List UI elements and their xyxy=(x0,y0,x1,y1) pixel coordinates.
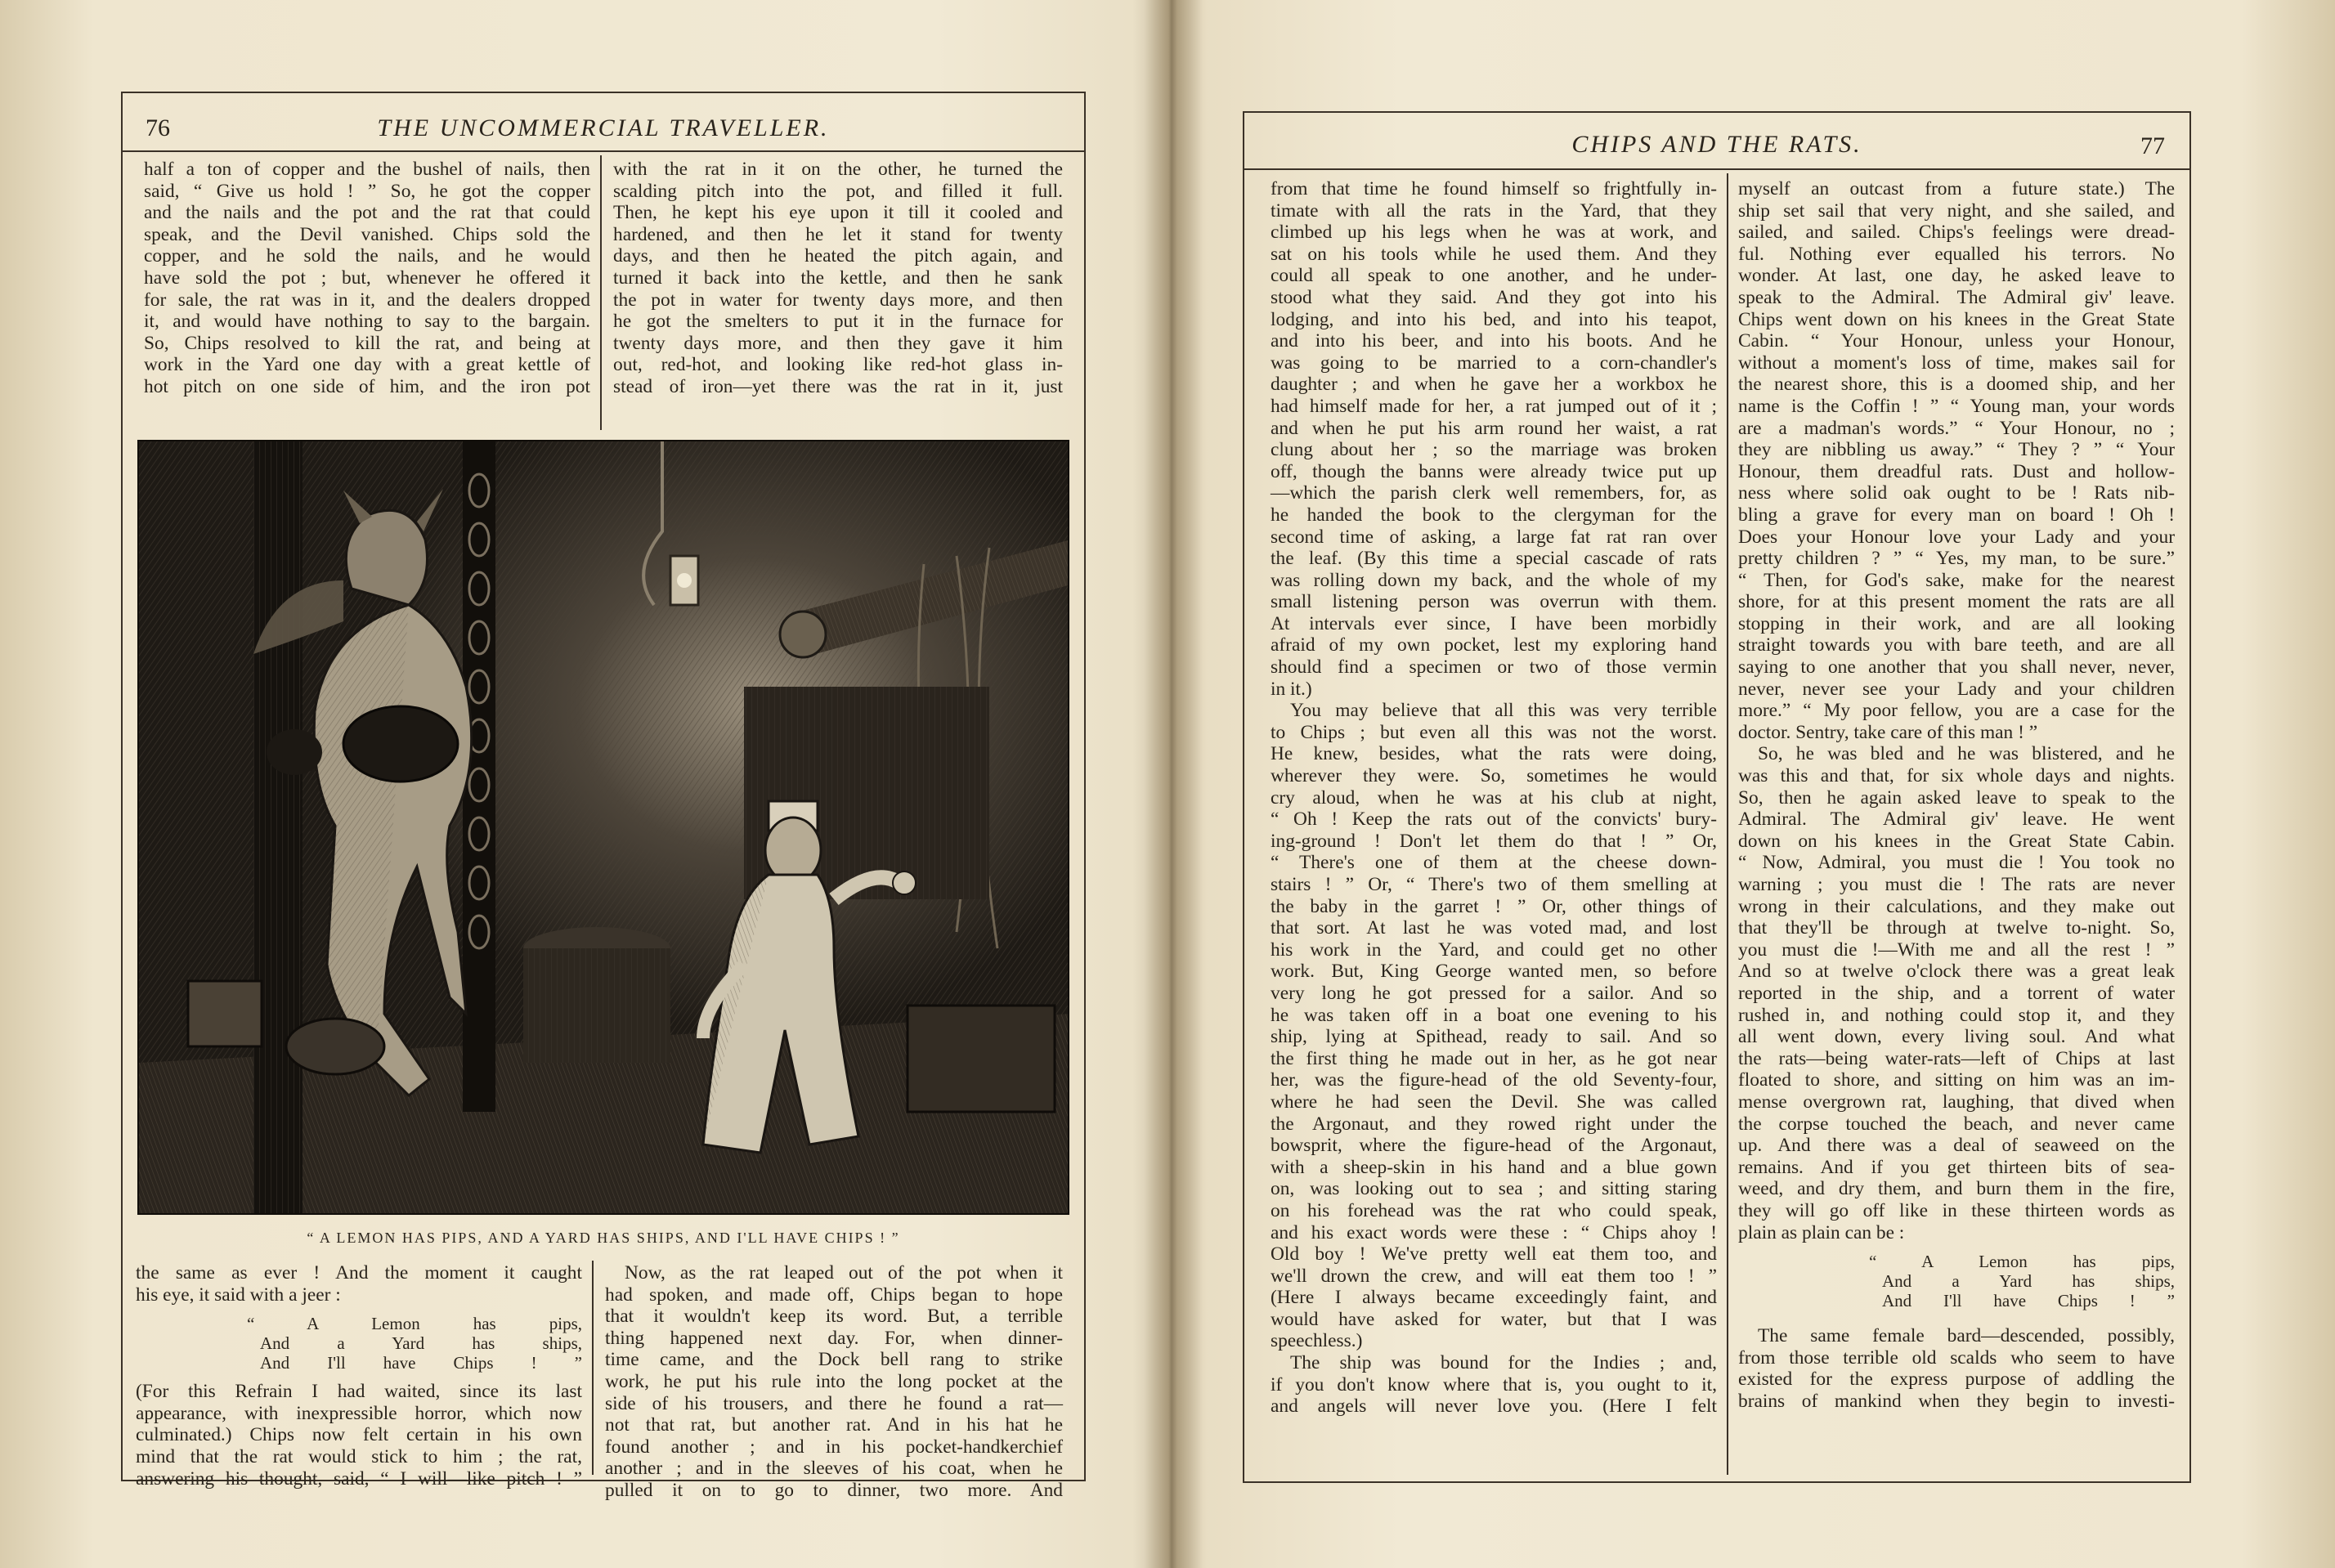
text-line: stood what they said. And they got into his xyxy=(1271,286,1717,308)
verse-line: And a Yard has ships, xyxy=(260,1333,582,1354)
text-line: from that time he found himself so frightfully in- xyxy=(1271,178,1717,199)
text-line: that they'll be through at twelve to-night. So, xyxy=(1738,917,2175,939)
text-line: ful. Nothing ever equalled his terrors. No xyxy=(1738,243,2175,265)
text-line: he handed the book to the clergyman for the xyxy=(1271,504,1717,526)
text-line: and the nails and the pot and the rat that could xyxy=(144,202,590,224)
text-line: and when he put his arm round her waist, a rat xyxy=(1271,417,1717,439)
text-line: wherever they were. So, sometimes he would xyxy=(1271,765,1717,787)
text-line: The same female bard—descended, possibly, xyxy=(1758,1325,2175,1347)
text-line: plain as plain can be : xyxy=(1738,1221,1905,1243)
text-line: could all speak to one another, and he under- xyxy=(1271,265,1717,287)
text-line: small listening person was overrun with them. xyxy=(1271,591,1717,613)
text-line: you must die !—With me and all the rest ! ” xyxy=(1738,939,2175,961)
text-line: days, and then he heated the pitch again, and xyxy=(613,245,1063,267)
text-line: stopping in their work, and are all looking xyxy=(1738,612,2175,634)
text-line: half a ton of copper and the bushel of nails, then xyxy=(144,159,590,180)
text-line: was this and that, for six whole days and nights. xyxy=(1738,765,2175,787)
text-line: never, never see your Lady and your children xyxy=(1738,678,2175,700)
text-line: the same as ever ! And the moment it caught xyxy=(136,1262,582,1284)
text-line: that it wouldn't keep its word. But, a terrible xyxy=(605,1306,1063,1328)
text-line: You may believe that all this was very terrible xyxy=(1290,700,1717,722)
text-line: that sort. At last he was voted mad, and lost xyxy=(1271,917,1717,939)
text-line: the Argonaut, and they rowed right under the xyxy=(1271,1113,1717,1135)
text-line: turned it back into the kettle, and then he sank xyxy=(613,267,1063,289)
text-column-left-top xyxy=(144,159,590,398)
verse-line: “ A Lemon has pips, xyxy=(1869,1252,2175,1272)
text-line: floated to shore, and sitting on him was an im- xyxy=(1738,1069,2175,1091)
text-line: hot pitch on one side of him, and the iron pot xyxy=(144,375,590,397)
text-line: out, red-hot, and looking like red-hot glass in- xyxy=(613,354,1063,376)
text-line: Admiral. The Admiral giv' leave. He went xyxy=(1738,809,2175,831)
text-line: off, though the banns were already twice put up xyxy=(1271,460,1717,482)
spacer xyxy=(1738,1319,2175,1325)
illustration-caption: “ A LEMON HAS PIPS, AND A YARD HAS SHIPS, AND I'LL HAVE CHIPS ! ” xyxy=(307,1230,900,1246)
text-line: The ship was bound for the Indies ; and, xyxy=(1290,1352,1717,1374)
text-column-right xyxy=(1738,178,2175,1412)
text-line: side of his trousers, and there he found a rat— xyxy=(605,1392,1063,1414)
text-line: remains. And if you get thirteen bits of sea- xyxy=(1738,1156,2175,1178)
text-line: At intervals ever since, I have been morbidly xyxy=(1271,612,1717,634)
text-line: So, then he again asked leave to speak to the xyxy=(1738,786,2175,809)
text-line: on, was looking out to sea ; and sitting staring xyxy=(1271,1178,1717,1200)
text-line: stairs ! ” Or, “ There's two of them smelling at xyxy=(1271,874,1717,895)
text-line: twenty days more, and then they gave it him xyxy=(613,332,1063,354)
text-line: name is the Coffin ! ” “ Young man, your words xyxy=(1738,395,2175,417)
text-line: would have asked for water, but that I was xyxy=(1271,1308,1717,1330)
text-line: the rats—being water-rats—left of Chips at last xyxy=(1738,1047,2175,1069)
text-line: ship set sail that very night, and she sailed, and xyxy=(1738,199,2175,222)
text-line: “ Then, for God's sake, make for the nearest xyxy=(1738,569,2175,591)
text-line: with a sheep-skin in his hand and a blue gown xyxy=(1271,1156,1717,1178)
text-line: And so at twelve o'clock there was a great leak xyxy=(1738,961,2175,983)
text-line: existed for the express purpose of addling the xyxy=(1738,1369,2175,1391)
text-line: copper, and he sold the nails, and he would xyxy=(144,245,590,267)
text-line: bling a grave for every man on board ! Oh ! xyxy=(1738,504,2175,526)
text-line: the leaf. (By this time a special cascade of rats xyxy=(1271,548,1717,570)
text-line: and into his beer, and into his boots. And he xyxy=(1271,330,1717,352)
text-line: work, he put his rule into the long pocket at the xyxy=(605,1370,1063,1392)
text-line: (For this Refrain I had waited, since its last xyxy=(136,1381,582,1403)
text-line: He knew, besides, what the rats were doing, xyxy=(1271,743,1717,765)
text-line: he was taken off in a boat one evening to his xyxy=(1271,1004,1717,1026)
text-line: and his exact words were these : “ Chips ahoy ! xyxy=(1271,1221,1717,1243)
text-line: the pot in water for twenty days more, and then xyxy=(613,289,1063,311)
text-line: Now, as the rat leaped out of the pot when it xyxy=(625,1262,1063,1284)
page-number: 76 xyxy=(146,114,170,141)
text-line: wrong in their calculations, and they make out xyxy=(1738,895,2175,917)
text-line: reported in the ship, and a torrent of water xyxy=(1738,982,2175,1004)
text-line: and angels will never love you. (Here I felt xyxy=(1271,1396,1717,1418)
text-line: appearance, with inexpressible horror, which now xyxy=(136,1402,582,1424)
text-line: lodging, and into his bed, and into his teapot, xyxy=(1271,308,1717,330)
text-line: —which the parish clerk well remembers, for, as xyxy=(1271,482,1717,504)
text-line: have sold the pot ; but, whenever he offered it xyxy=(144,267,590,289)
text-line: was going to be married to a corn-chandler's xyxy=(1271,352,1717,374)
text-line: are a madman's words.” “ Your Honour, no ; xyxy=(1738,417,2175,439)
column-rule xyxy=(592,1261,594,1475)
text-line: Then, he kept his eye upon it till it cooled and xyxy=(613,202,1063,224)
text-line: Cabin. “ Your Honour, unless your Honour, xyxy=(1738,330,2175,352)
header-rule xyxy=(1243,168,2191,170)
text-line: should find a specimen or two of those vermin xyxy=(1271,656,1717,679)
text-line: more.” “ My poor fellow, you are a case for the xyxy=(1738,700,2175,722)
page-number: 77 xyxy=(2140,132,2165,159)
text-line: clung about her ; so the marriage was broken xyxy=(1271,439,1717,461)
text-line: was rolling down my back, and the whole of my xyxy=(1271,569,1717,591)
running-head: THE UNCOMMERCIAL TRAVELLER. xyxy=(377,114,830,141)
text-line: said, “ Give us hold ! ” So, he got the copper xyxy=(144,180,590,202)
text-line: they will go off like in these thirteen words as xyxy=(1738,1199,2175,1221)
column-rule xyxy=(600,155,602,430)
text-line: not that rat, but another rat. And in his hat he xyxy=(605,1414,1063,1436)
text-line: work. But, King George wanted men, so before xyxy=(1271,961,1717,983)
text-line: speak to the Admiral. The Admiral giv' leave. xyxy=(1738,286,2175,308)
text-line: cry aloud, when he was at his club at night, xyxy=(1271,786,1717,809)
text-line: his work in the Yard, and could get no other xyxy=(1271,939,1717,961)
text-line: Honour, them dreadful rats. Dust and hollow- xyxy=(1738,460,2175,482)
text-line: to Chips ; but even all this was not the worst. xyxy=(1271,721,1717,743)
text-line: weed, and dry them, and burn them in the fire, xyxy=(1738,1178,2175,1200)
text-line: sat on his tools while he used them. And they xyxy=(1271,243,1717,265)
text-line: for sale, the rat was in it, and the dealers dropped xyxy=(144,289,590,311)
left-page xyxy=(121,92,1086,1501)
text-line: stead of iron—yet there was the rat in it, just xyxy=(613,375,1063,397)
text-line: without a moment's loss of time, makes sail for xyxy=(1738,352,2175,374)
text-line: rushed in, and nothing could stop it, and they xyxy=(1738,1004,2175,1026)
text-line: the corpse touched the beach, and never came xyxy=(1738,1113,2175,1135)
text-line: (Here I always became exceedingly faint, and xyxy=(1271,1287,1717,1309)
text-line: daughter ; and when he gave her a workbox he xyxy=(1271,374,1717,396)
text-line: “ Oh ! Keep the rats out of the convicts' bury- xyxy=(1271,809,1717,831)
text-line: answering his thought, said, “ I will—like pitch ! ” xyxy=(136,1467,582,1490)
text-line: straight towards you with bare teeth, and are all xyxy=(1738,634,2175,656)
text-line: all went down, every living soul. And what xyxy=(1738,1026,2175,1048)
text-line: with the rat in it on the other, he turned the xyxy=(613,159,1063,180)
text-line: thing happened next day. For, when dinner- xyxy=(605,1327,1063,1349)
text-line: found another ; and in his pocket-handkerchief xyxy=(605,1436,1063,1458)
text-line: pulled it on to go to dinner, two more. And xyxy=(605,1479,1063,1501)
text-line: culminated.) Chips now felt certain in his own xyxy=(136,1424,582,1446)
text-line: another ; and in the sleeves of his coat, when he xyxy=(605,1458,1063,1480)
engraving-illustration xyxy=(137,440,1069,1215)
text-line: Old boy ! We've pretty well eat them too, and xyxy=(1271,1243,1717,1266)
text-line: wonder. At last, one day, he asked leave to xyxy=(1738,265,2175,287)
text-line: had himself made for her, a rat jumped out of it ; xyxy=(1271,395,1717,417)
text-line: hardened, and then he let it stand for twenty xyxy=(613,223,1063,245)
text-line: it, and would have nothing to say to the bargain. xyxy=(144,311,590,333)
text-line: shore, for at this present moment the rats are all xyxy=(1738,591,2175,613)
text-line: speechless.) xyxy=(1271,1330,1363,1352)
text-line: doctor. Sentry, take care of this man ! ” xyxy=(1738,721,2038,743)
text-line: in it.) xyxy=(1271,678,1312,700)
text-line: Chips went down on his knees in the Great State xyxy=(1738,308,2175,330)
text-line: speak, and the Devil vanished. Chips sold the xyxy=(144,223,590,245)
text-line: So, Chips resolved to kill the rat, and being at xyxy=(144,332,590,354)
text-line: scalding pitch into the pot, and filled it full. xyxy=(613,180,1063,202)
text-line: mind that the rat would stick to him ; the rat, xyxy=(136,1445,582,1467)
text-line: bowsprit, where the figure-head of the Argonaut, xyxy=(1271,1135,1717,1157)
text-line: on his forehead was the rat who could speak, xyxy=(1271,1199,1717,1221)
text-line: ness where solid oak ought to be ! Rats nib- xyxy=(1738,482,2175,504)
text-line: they are nibbling us away.” “ They ? ” “ Your xyxy=(1738,439,2175,461)
text-line: the baby in the garret ! ” Or, other things of xyxy=(1271,895,1717,917)
text-line: ship, lying at Spithead, ready to sail. And so xyxy=(1271,1026,1717,1048)
text-line: work in the Yard one day with a great kettle of xyxy=(144,354,590,376)
right-page xyxy=(1243,111,2191,1483)
verse-block xyxy=(247,1314,582,1373)
text-line: from those terrible old scalds who seem to have xyxy=(1738,1346,2175,1369)
text-column-right-bottom xyxy=(605,1262,1063,1502)
text-line: brains of mankind when they begin to investi- xyxy=(1738,1390,2175,1412)
column-rule xyxy=(1727,173,1728,1475)
text-line: “ There's one of them at the cheese down- xyxy=(1271,852,1717,874)
text-line: So, he was bled and he was blistered, and he xyxy=(1758,743,2175,765)
text-line: up. And there was a deal of seaweed on the xyxy=(1738,1135,2175,1157)
text-line: we'll drown the crew, and will eat them too ! ” xyxy=(1271,1265,1717,1287)
text-line: second time of asking, a large fat rat ran over xyxy=(1271,526,1717,548)
header-rule xyxy=(121,150,1086,152)
text-line: where he had seen the Devil. She was called xyxy=(1271,1091,1717,1113)
text-line: the first thing he made out in her, as he got near xyxy=(1271,1047,1717,1069)
book-gutter xyxy=(1133,0,1207,1568)
running-head: CHIPS AND THE RATS. xyxy=(1571,131,1862,158)
text-line: Does your Honour love your Lady and your xyxy=(1738,526,2175,548)
text-line: afraid of my own pocket, lest my exploring hand xyxy=(1271,634,1717,656)
text-column-left-bottom xyxy=(136,1262,582,1490)
text-line: had spoken, and made off, Chips began to hope xyxy=(605,1284,1063,1306)
text-column-left xyxy=(1271,178,1717,1418)
text-line: if you don't know where that is, you ought to it, xyxy=(1271,1373,1717,1396)
text-line: his eye, it said with a jeer : xyxy=(136,1284,341,1306)
text-line: pretty children ? ” “ Yes, my man, to be sure.” xyxy=(1738,548,2175,570)
text-line: her, was the figure-head of the old Seventy-four, xyxy=(1271,1069,1717,1091)
text-line: down on his knees in the Great State Cabin. xyxy=(1738,830,2175,852)
text-line: sailed, and sailed. Chips's feelings were dread- xyxy=(1738,222,2175,244)
verse-line: And I'll have Chips ! ” xyxy=(1882,1291,2175,1311)
text-line: timate with all the rats in the Yard, that they xyxy=(1271,199,1717,222)
text-line: very long he got pressed for a sailor. And so xyxy=(1271,982,1717,1004)
verse-line: And a Yard has ships, xyxy=(1882,1271,2175,1292)
text-line: time came, and the Dock bell rang to strike xyxy=(605,1349,1063,1371)
text-line: the nearest shore, this is a doomed ship, and her xyxy=(1738,374,2175,396)
text-line: ing-ground ! Don't let them do that ! ” Or, xyxy=(1271,830,1717,852)
text-line: mense overgrown rat, laughing, that dived when xyxy=(1738,1091,2175,1113)
text-column-right-top xyxy=(613,159,1063,398)
text-line: he got the smelters to put it in the furnace for xyxy=(613,311,1063,333)
text-line: myself an outcast from a future state.) The xyxy=(1738,178,2175,199)
text-line: climbed up his legs when he was at work, and xyxy=(1271,222,1717,244)
verse-line: And I'll have Chips ! ” xyxy=(260,1353,582,1373)
text-line: “ Now, Admiral, you must die ! You took no xyxy=(1738,852,2175,874)
verse-block xyxy=(1869,1252,2175,1310)
verse-line: “ A Lemon has pips, xyxy=(247,1314,582,1334)
text-line: warning ; you must die ! The rats are never xyxy=(1738,874,2175,895)
text-line: saying to one another that you shall never, never, xyxy=(1738,656,2175,679)
